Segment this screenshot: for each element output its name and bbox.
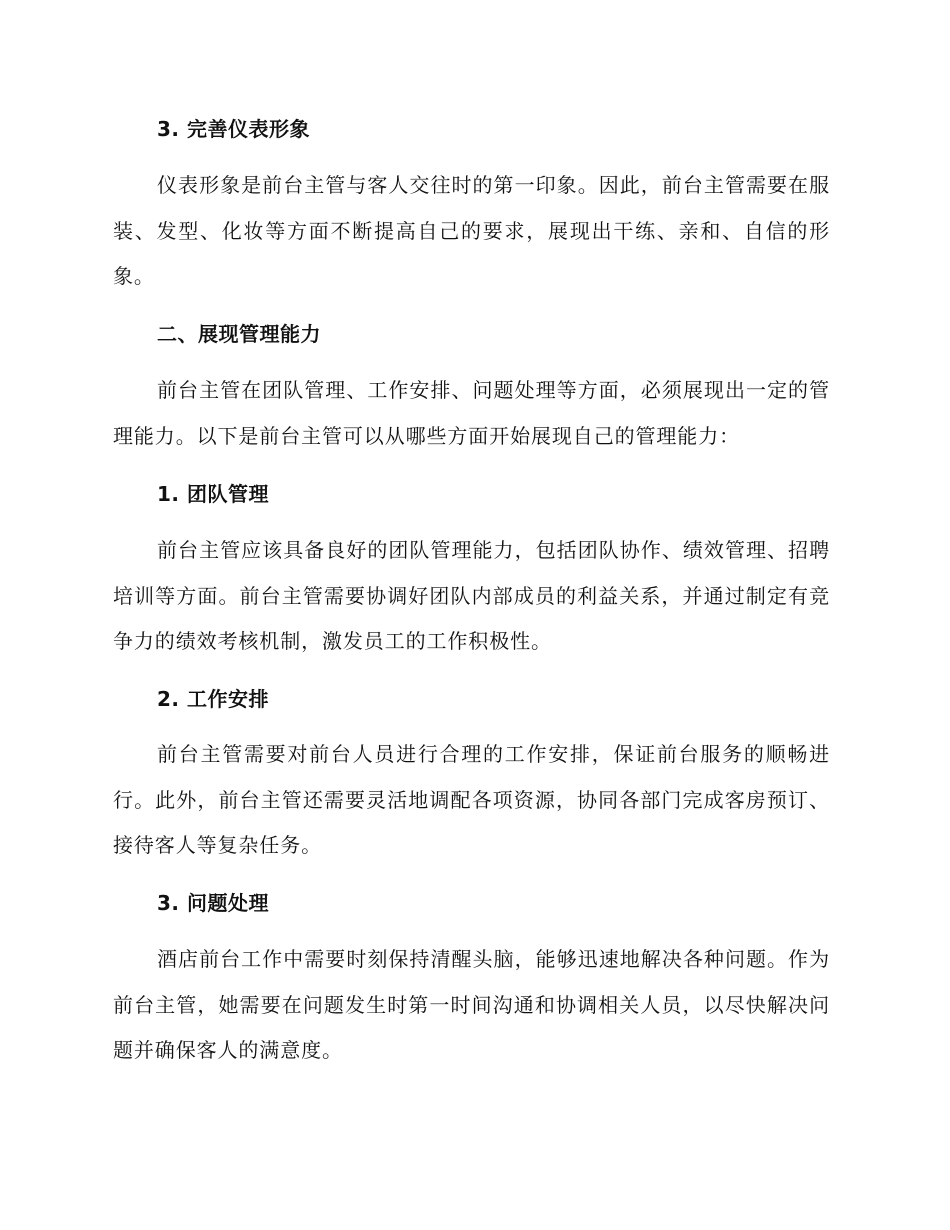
section-heading-problem-handling: 3. 问题处理 xyxy=(157,891,269,915)
paragraph-work-arrangement: 前台主管需要对前台人员进行合理的工作安排，保证前台服务的顺畅进行。此外，前台主管还需要灵活地调配各项资源，协同各部门完成客房预订、接待客人等复杂任务。 xyxy=(113,742,830,857)
section-heading-team-management: 1. 团队管理 xyxy=(157,482,269,506)
paragraph-management-ability: 前台主管在团队管理、工作安排、问题处理等方面，必须展现出一定的管理能力。以下是前台主管可以从哪些方面开始展现自己的管理能力： xyxy=(113,378,830,448)
section-heading-appearance: 3. 完善仪表形象 xyxy=(157,117,310,141)
section-heading-work-arrangement: 2. 工作安排 xyxy=(157,687,269,711)
paragraph-appearance: 仪表形象是前台主管与客人交往时的第一印象。因此，前台主管需要在服装、发型、化妆等方面不断提高自己的要求，展现出干练、亲和、自信的形象。 xyxy=(113,173,830,288)
section-heading-management-ability: 二、展现管理能力 xyxy=(157,322,321,346)
paragraph-problem-handling: 酒店前台工作中需要时刻保持清醒头脑，能够迅速地解决各种问题。作为前台主管，她需要在问题发生时第一时间沟通和协调相关人员，以尽快解决问题并确保客人的满意度。 xyxy=(113,947,830,1062)
paragraph-team-management: 前台主管应该具备良好的团队管理能力，包括团队协作、绩效管理、招聘培训等方面。前台主管需要协调好团队内部成员的利益关系，并通过制定有竞争力的绩效考核机制，激发员工的工作积极性。 xyxy=(113,538,830,653)
